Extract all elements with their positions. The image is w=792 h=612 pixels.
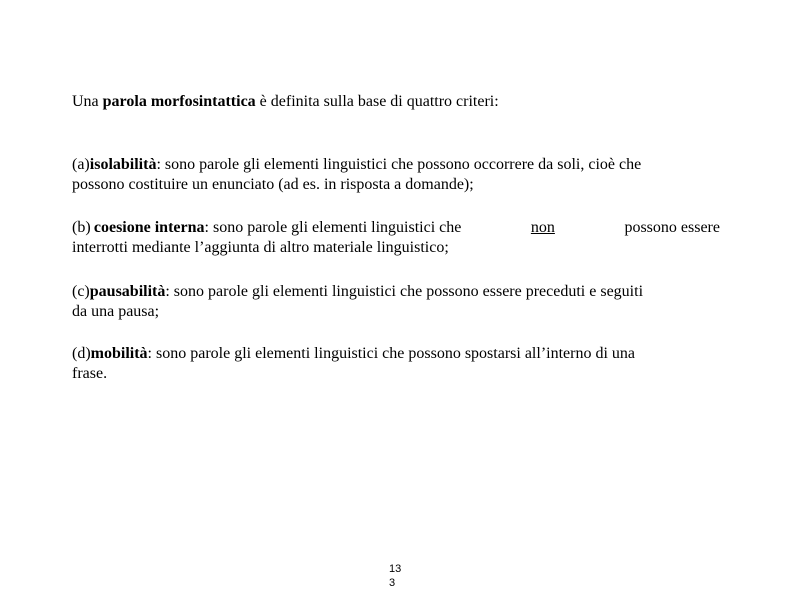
criterion-b-term: coesione interna xyxy=(93,219,205,236)
criterion-b-tail: possono essere xyxy=(624,219,720,236)
criterion-b-line2: interrotti mediante l’aggiunta di altro materiale linguistico; xyxy=(72,239,449,256)
intro-prefix: Una xyxy=(72,93,103,110)
criterion-a-marker: (a) xyxy=(72,156,90,173)
criterion-a-text: : sono parole gli elementi linguistici che possono occorrere da soli, cioè che xyxy=(156,156,642,173)
criterion-b-text: : sono parole gli elementi linguistici che xyxy=(204,219,462,236)
criterion-c-line2: da una pausa; xyxy=(72,303,160,320)
criterion-a-line2: possono costituire un enunciato (ad es. in risposta a domande); xyxy=(72,176,474,193)
intro-sentence xyxy=(72,92,499,112)
criterion-d-marker: (d) xyxy=(72,345,91,362)
criterion-b-emphasis: non xyxy=(530,219,555,236)
page-number xyxy=(389,562,401,590)
criterion-a-line1 xyxy=(72,155,641,175)
criterion-c-line1 xyxy=(72,282,643,302)
criterion-d-line2: frase. xyxy=(72,365,108,382)
criterion-d-term: mobilità xyxy=(90,345,148,362)
criterion-d-line1 xyxy=(72,344,635,364)
criterion-c-term: pausabilità xyxy=(89,283,166,300)
criterion-d-text: : sono parole gli elementi linguistici che possono spostarsi all’interno di una xyxy=(147,345,636,362)
page-number-line1: 13 xyxy=(389,563,402,575)
criterion-b-marker: (b) xyxy=(72,219,91,236)
criterion-a-term: isolabilità xyxy=(89,156,157,173)
intro-term: parola morfosintattica xyxy=(102,93,256,110)
criterion-b-line1 xyxy=(72,218,720,238)
intro-suffix: è definita sulla base di quattro criteri: xyxy=(255,93,499,110)
criterion-b-lead xyxy=(72,218,461,238)
criterion-c-text: : sono parole gli elementi linguistici che possono essere preceduti e seguiti xyxy=(165,283,644,300)
page-number-line2: 3 xyxy=(389,577,396,589)
criterion-c-marker: (c) xyxy=(72,283,90,300)
